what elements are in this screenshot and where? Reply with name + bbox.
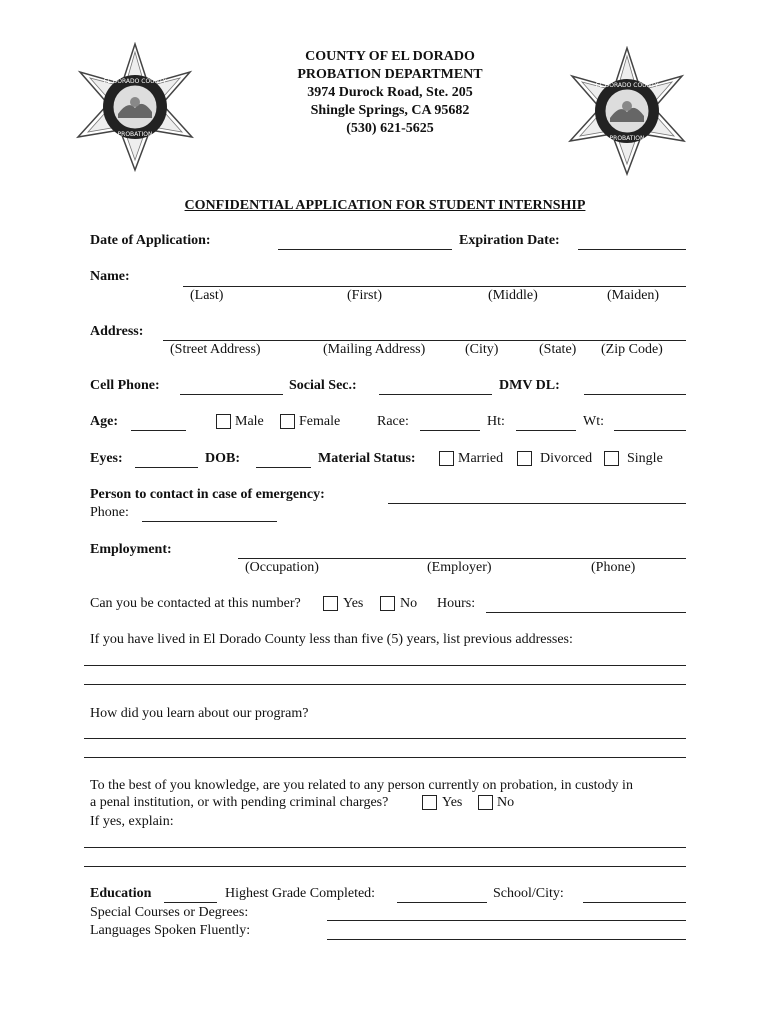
emp-occupation-caption: (Occupation) (245, 560, 319, 575)
name-middle-caption: (Middle) (488, 288, 538, 303)
related-no-checkbox[interactable] (478, 795, 493, 810)
contacted-question: Can you be contacted at this number? (90, 596, 301, 611)
emergency-phone-label: Phone: (90, 505, 129, 520)
school-city-field[interactable] (583, 902, 686, 903)
special-courses-label: Special Courses or Degrees: (90, 905, 249, 920)
related-question-line-1: To the best of you knowledge, are you related to any person currently on probation, in custody in (90, 778, 633, 793)
age-label: Age: (90, 414, 118, 429)
hours-label: Hours: (437, 596, 476, 611)
related-yes-label: Yes (442, 795, 463, 810)
race-label: Race: (377, 414, 409, 429)
special-courses-field[interactable] (327, 920, 686, 921)
dmv-dl-field[interactable] (584, 394, 686, 395)
female-checkbox[interactable] (280, 414, 295, 429)
name-maiden-caption: (Maiden) (607, 288, 660, 303)
cell-phone-field[interactable] (180, 394, 283, 395)
social-sec-field[interactable] (379, 394, 492, 395)
male-label: Male (235, 414, 264, 429)
emergency-phone-field[interactable] (142, 521, 277, 522)
height-label: Ht: (487, 414, 505, 429)
contacted-yes-label: Yes (343, 596, 364, 611)
addr-city-caption: (City) (465, 342, 499, 357)
employment-field[interactable] (238, 558, 686, 559)
married-checkbox[interactable] (439, 451, 454, 466)
badge-ring-top: EL DORADO COUNTY (595, 82, 659, 89)
addr-mailing-caption: (Mailing Address) (323, 342, 426, 357)
contacted-yes-checkbox[interactable] (323, 596, 338, 611)
lived-question: If you have lived in El Dorado County less than five (5) years, list previous addresses: (90, 632, 573, 647)
name-label: Name: (90, 269, 130, 284)
emergency-contact-field[interactable] (388, 503, 686, 504)
previous-address-line-2[interactable] (84, 684, 686, 685)
previous-address-line-1[interactable] (84, 665, 686, 666)
hours-field[interactable] (486, 612, 686, 613)
learn-question: How did you learn about our program? (90, 706, 309, 721)
single-label: Single (627, 451, 663, 466)
related-yes-checkbox[interactable] (422, 795, 437, 810)
emp-employer-caption: (Employer) (427, 560, 492, 575)
contacted-no-label: No (400, 596, 418, 611)
explain-line-1[interactable] (84, 847, 686, 848)
header-county: COUNTY OF EL DORADO (305, 49, 475, 64)
education-label: Education (90, 886, 152, 901)
eyes-label: Eyes: (90, 451, 123, 466)
languages-label: Languages Spoken Fluently: (90, 923, 251, 938)
address-label: Address: (90, 324, 144, 339)
male-checkbox[interactable] (216, 414, 231, 429)
weight-field[interactable] (614, 430, 686, 431)
emp-phone-caption: (Phone) (591, 560, 636, 575)
marital-status-label: Material Status: (318, 451, 416, 466)
divorced-checkbox[interactable] (517, 451, 532, 466)
highest-grade-label: Highest Grade Completed: (225, 886, 376, 901)
cell-phone-label: Cell Phone: (90, 378, 160, 393)
weight-label: Wt: (583, 414, 604, 429)
badge-ring-bottom: PROBATION (117, 131, 153, 138)
related-no-label: No (497, 795, 515, 810)
languages-field[interactable] (327, 939, 686, 940)
date-of-application-field[interactable] (278, 249, 452, 250)
date-of-application-label: Date of Application: (90, 233, 211, 248)
age-field[interactable] (131, 430, 186, 431)
name-last-caption: (Last) (190, 288, 224, 303)
divorced-label: Divorced (540, 451, 593, 466)
expiration-date-field[interactable] (578, 249, 686, 250)
county-badge-left-icon (70, 42, 200, 172)
school-city-label: School/City: (493, 886, 564, 901)
addr-state-caption: (State) (539, 342, 577, 357)
learn-answer-line-1[interactable] (84, 738, 686, 739)
name-field[interactable] (183, 286, 686, 287)
learn-answer-line-2[interactable] (84, 757, 686, 758)
race-field[interactable] (420, 430, 480, 431)
form-title: CONFIDENTIAL APPLICATION FOR STUDENT INTERNSHIP (184, 198, 586, 213)
county-badge-right-icon (562, 46, 692, 176)
address-field[interactable] (163, 340, 686, 341)
header-street: 3974 Durock Road, Ste. 205 (307, 85, 473, 100)
female-label: Female (299, 414, 341, 429)
addr-street-caption: (Street Address) (170, 342, 261, 357)
single-checkbox[interactable] (604, 451, 619, 466)
contacted-no-checkbox[interactable] (380, 596, 395, 611)
addr-zip-caption: (Zip Code) (601, 342, 663, 357)
social-sec-label: Social Sec.: (289, 378, 357, 393)
emergency-contact-label: Person to contact in case of emergency: (90, 487, 325, 502)
height-field[interactable] (516, 430, 576, 431)
if-yes-explain-label: If yes, explain: (90, 814, 174, 829)
dob-label: DOB: (205, 451, 240, 466)
dob-field[interactable] (256, 467, 311, 468)
header-city: Shingle Springs, CA 95682 (310, 103, 470, 118)
department-header (240, 48, 540, 138)
name-first-caption: (First) (347, 288, 382, 303)
explain-line-2[interactable] (84, 866, 686, 867)
education-field[interactable] (164, 902, 217, 903)
header-phone: (530) 621-5625 (346, 121, 434, 136)
eyes-field[interactable] (135, 467, 198, 468)
highest-grade-field[interactable] (397, 902, 487, 903)
employment-label: Employment: (90, 542, 172, 557)
married-label: Married (458, 451, 504, 466)
badge-ring-top: EL DORADO COUNTY (103, 78, 167, 85)
related-question-line-2: a penal institution, or with pending criminal charges? (90, 795, 389, 810)
badge-ring-bottom: PROBATION (609, 135, 645, 142)
header-department: PROBATION DEPARTMENT (297, 67, 483, 82)
expiration-date-label: Expiration Date: (459, 233, 560, 248)
dmv-dl-label: DMV DL: (499, 378, 560, 393)
